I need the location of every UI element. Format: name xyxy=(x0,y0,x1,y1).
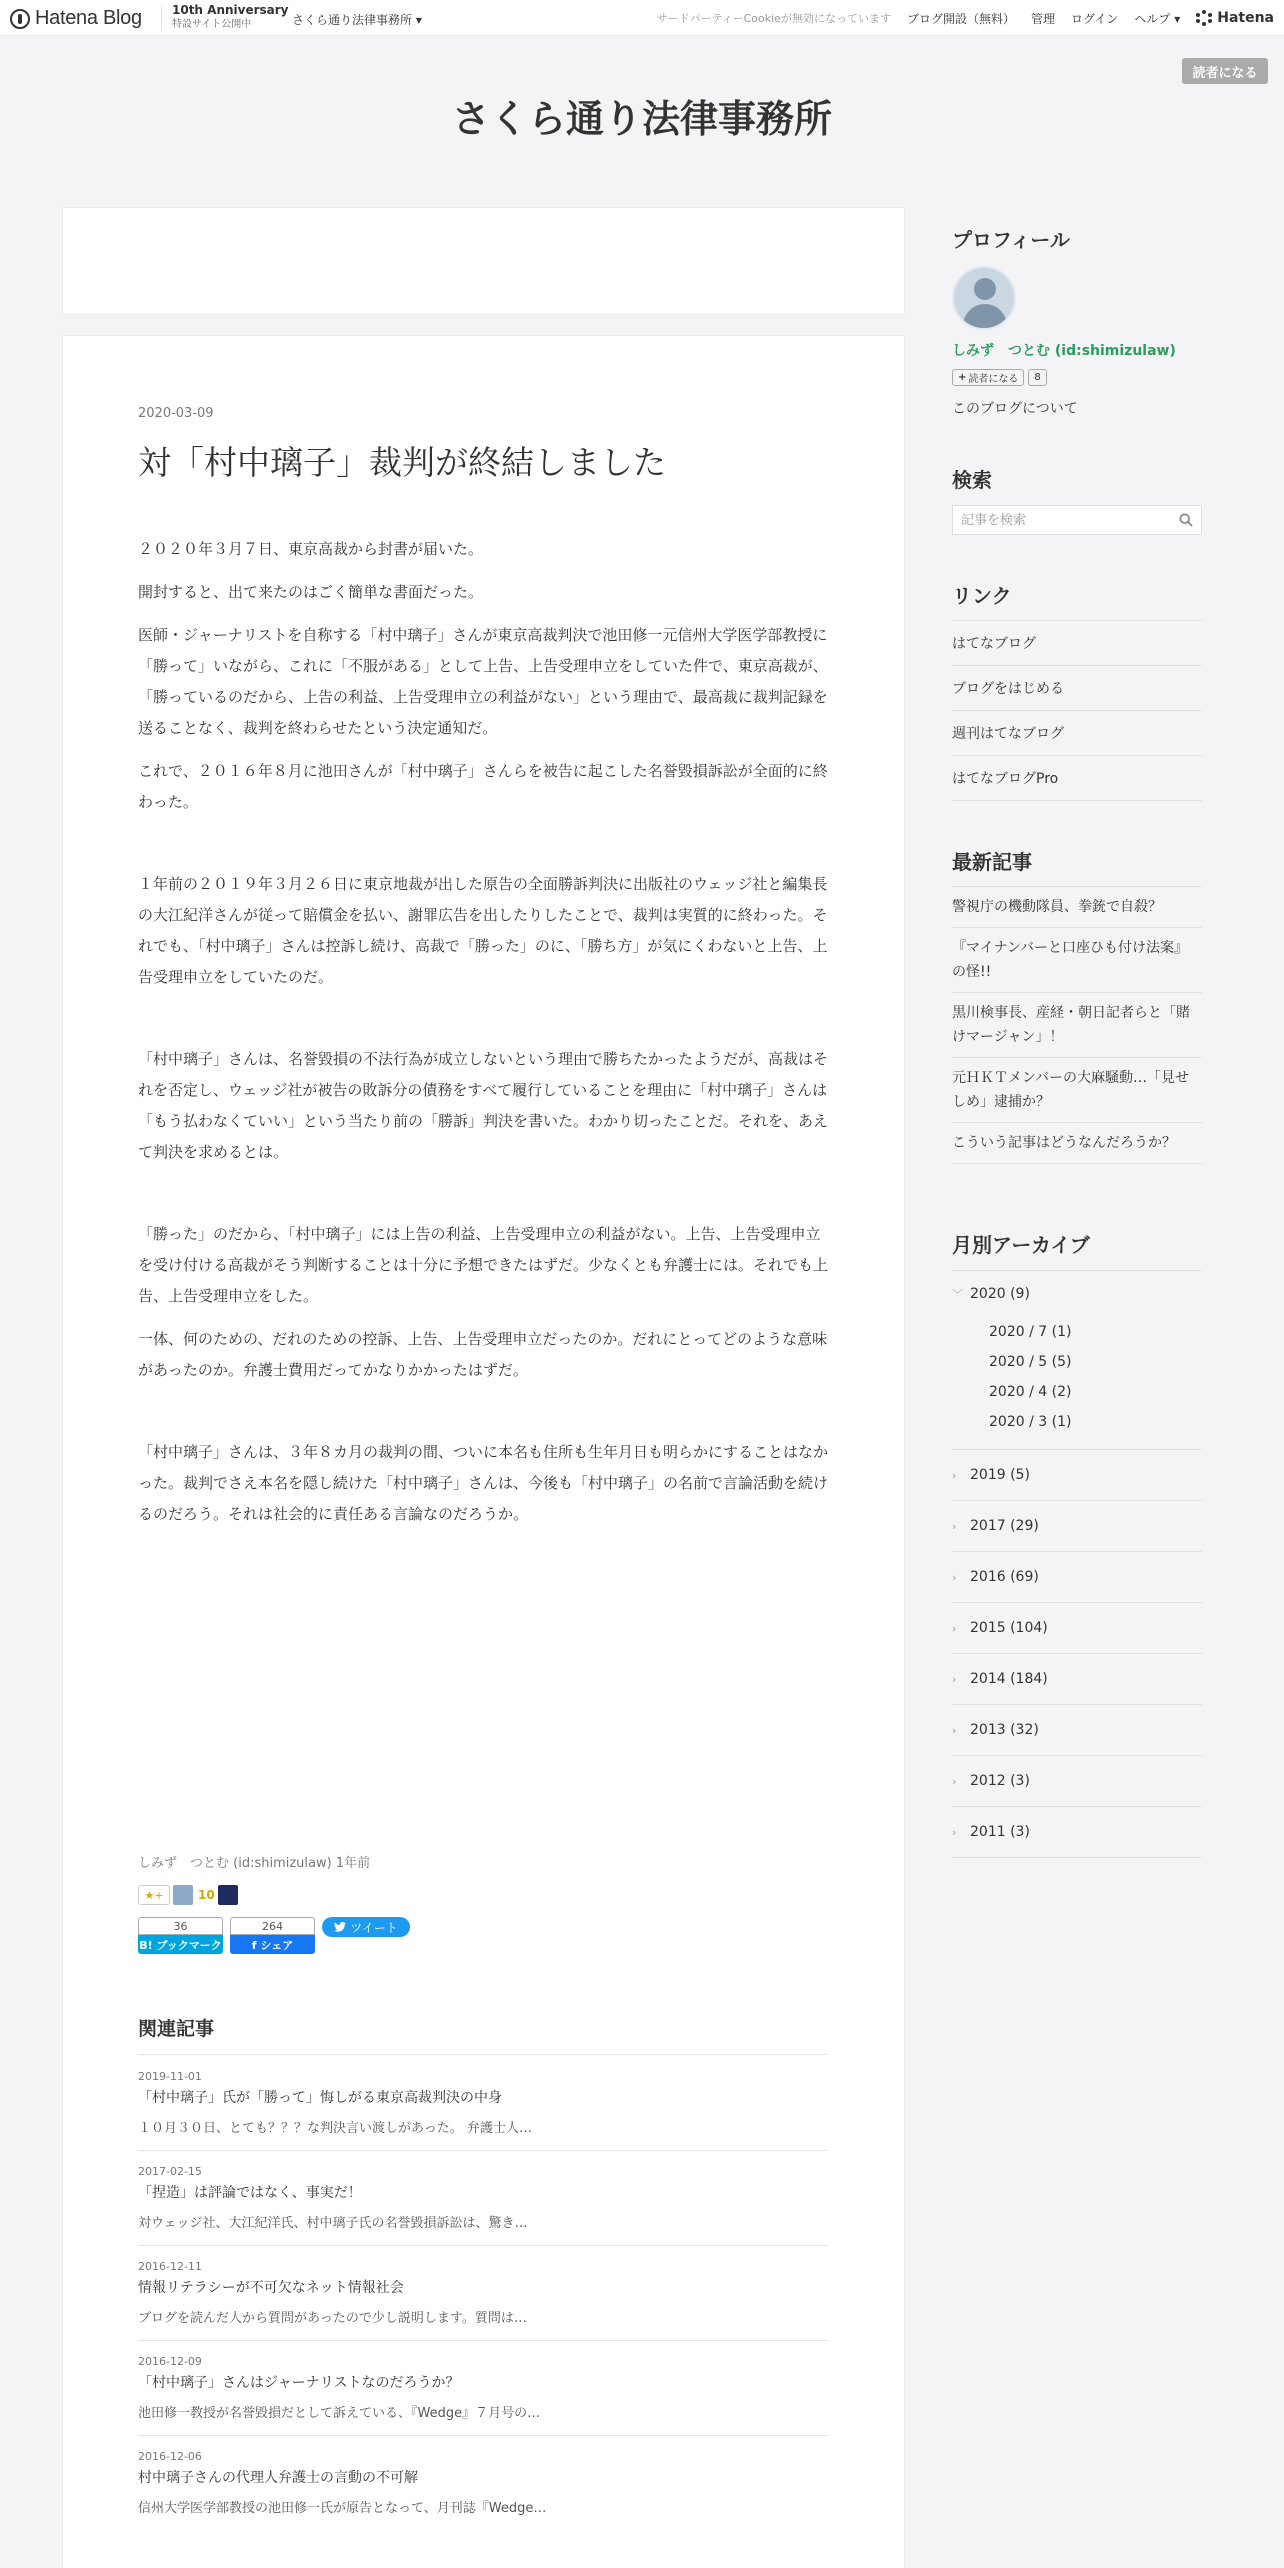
archive-year-label: 2016 (69) xyxy=(970,1569,1039,1585)
related-heading: 関連記事 xyxy=(138,2018,215,2040)
recent-entry[interactable]: こういう記事はどうなんだろうか？ xyxy=(952,1123,1202,1164)
plus-icon: + xyxy=(958,372,967,383)
nav-open-blog[interactable]: ブログ開設（無料） xyxy=(906,11,1015,26)
entry-body xyxy=(138,534,828,1542)
archive-year[interactable] xyxy=(952,1756,1202,1807)
share-buttons xyxy=(138,1917,410,1954)
chevron-right-icon[interactable]: › xyxy=(952,1672,957,1686)
related-title[interactable]: 「村中璃子」さんはジャーナリストなのだろうか？ xyxy=(138,2375,460,2391)
related-item[interactable] xyxy=(138,2246,828,2341)
related-list xyxy=(138,2056,828,2531)
related-title[interactable]: 村中璃子さんの代理人弁護士の言動の不可解 xyxy=(138,2470,418,2486)
archive-month[interactable]: 2020 / 4 (2) xyxy=(989,1384,1072,1400)
archive-month[interactable]: 2020 / 7 (1) xyxy=(989,1324,1072,1340)
star-user-avatar[interactable] xyxy=(218,1885,238,1905)
entry-paragraph: ２０２０年３月７日、東京高裁から封書が届いた。 xyxy=(138,540,484,558)
archive-year-label: 2020 (9) xyxy=(970,1286,1030,1302)
related-date: 2019-11-01 xyxy=(138,2070,202,2083)
bookmark-count: 36 xyxy=(138,1917,223,1935)
archive-year-label: 2011 (3) xyxy=(970,1824,1030,1840)
recent-list xyxy=(952,887,1202,1164)
hatena-logo-text: Hatena xyxy=(1217,10,1274,26)
search-form xyxy=(952,505,1202,535)
related-item[interactable] xyxy=(138,2341,828,2436)
archive-year[interactable] xyxy=(952,1450,1202,1501)
anniversary-title: 10th Anniversary xyxy=(172,3,289,17)
search-heading: 検索 xyxy=(952,468,992,492)
header-divider xyxy=(161,5,162,31)
related-date: 2016-12-09 xyxy=(138,2355,202,2368)
profile-avatar[interactable] xyxy=(952,266,1016,330)
star-row xyxy=(138,1885,238,1905)
share-count: 264 xyxy=(230,1917,315,1935)
sidebar-link[interactable]: 週刊はてなブログ xyxy=(952,711,1202,756)
entry-paragraph: これで、２０１６年８月に池田さんが「村中璃子」さんらを被告に起こした名誉毀損訴訟が全面的に終わった。 xyxy=(138,762,828,811)
star-user-avatar[interactable] xyxy=(173,1885,193,1905)
subscribe-button[interactable]: 読者になる xyxy=(1182,58,1268,84)
related-excerpt: 池田修一教授が名誉毀損だとして訴えている、『Wedge』７月号の… xyxy=(138,2406,541,2421)
entry-author-line[interactable]: しみず つとむ (id:shimizulaw) 1年前 xyxy=(138,1856,371,1871)
related-title[interactable]: 「捏造」は評論ではなく、事実だ！ xyxy=(138,2185,362,2201)
entry-paragraph: 医師・ジャーナリストを自称する「村中璃子」さんが東京高裁判決で池田修一元信州大学医学部教授に「勝って」いながら、これに「不服がある」として上告、上告受理申立をしていた件で、東京高裁が、「勝っているのだから、上告の利益、上告受理申立の利益がない」という理由で、最高裁に裁判記録を送ることなく、裁判を終わらせたという決定通知だ。 xyxy=(138,626,828,737)
archive-year-label: 2014 (184) xyxy=(970,1671,1048,1687)
archive-month[interactable]: 2020 / 5 (5) xyxy=(989,1354,1072,1370)
profile-subscribe-row xyxy=(952,369,1047,386)
chevron-right-icon[interactable]: › xyxy=(952,1774,957,1788)
recent-heading: 最新記事 xyxy=(952,850,1032,874)
recent-entry[interactable]: 元ＨＫＴメンバーの大麻騒動…「見せしめ」逮捕か？ xyxy=(952,1058,1202,1123)
add-star-button[interactable]: ★+ xyxy=(138,1885,170,1905)
entry-paragraph: 一体、何のための、だれのための控訴、上告、上告受理申立だったのか。だれにとってどのような意味があったのか。弁護士費用だってかなりかかったはずだ。 xyxy=(138,1330,828,1379)
links-heading: リンク xyxy=(952,584,1012,608)
tweet-button[interactable] xyxy=(322,1917,410,1937)
archive-year-2020[interactable] xyxy=(952,1271,1202,1317)
chevron-right-icon[interactable]: › xyxy=(952,1825,957,1839)
links-list xyxy=(952,621,1202,801)
related-item[interactable] xyxy=(138,2056,828,2151)
entry-paragraph: 「村中璃子」さんは、名誉毀損の不法行為が成立しないという理由で勝ちたかったようだが、高裁はそれを否定し、ウェッジ社が被告の敗訴分の債務をすべて履行していることを理由に「村中璃子」さんは「もう払わなくていい」という当たり前の「勝訴」判決を書いた。わかり切ったことだ。それを、あえて判決を求めるとは。 xyxy=(138,1050,829,1161)
anniversary-subtitle: 特設サイト公開中 xyxy=(172,19,252,30)
profile-subscribe-label: 読者になる xyxy=(968,374,1019,385)
entry-paragraph: 「村中璃子」さんは、３年８カ月の裁判の間、ついに本名も住所も生年月日も明らかにすることはなかった。裁判でさえ本名を隠し続けた「村中璃子」さんは、今後も「村中璃子」の名前で言論活動を続けるのだろう。それは社会的に責任ある言論なのだろうか。 xyxy=(138,1443,829,1523)
nav-admin[interactable]: 管理 xyxy=(1030,11,1055,26)
archive-year[interactable] xyxy=(952,1654,1202,1705)
hatena-blog-logo-text: Hatena Blog xyxy=(35,7,142,29)
sidebar-link[interactable]: はてなブログ xyxy=(952,621,1202,666)
blog-menu-dropdown[interactable]: さくら通り法律事務所 ▾ xyxy=(292,13,422,27)
anniversary-link[interactable] xyxy=(172,3,289,31)
related-title[interactable]: 「村中璃子」氏が「勝って」悔しがる東京高裁判決の中身 xyxy=(138,2090,502,2106)
about-blog-link[interactable]: このブログについて xyxy=(952,401,1078,417)
archive-year-expanded xyxy=(952,1271,1202,1450)
search-icon[interactable] xyxy=(1179,513,1193,527)
nav-help-dropdown[interactable]: ヘルプ ▾ xyxy=(1134,11,1181,26)
hatena-blog-logo[interactable] xyxy=(10,7,142,30)
archive-year-label: 2013 (32) xyxy=(970,1722,1039,1738)
tweet-label: ツイート xyxy=(350,1920,398,1935)
archive-month[interactable]: 2020 / 3 (1) xyxy=(989,1414,1072,1430)
global-header xyxy=(0,0,1284,36)
archive-year-label: 2019 (5) xyxy=(970,1467,1030,1483)
archive-heading: 月別アーカイブ xyxy=(952,1233,1090,1257)
facebook-share-button[interactable] xyxy=(230,1917,315,1954)
entry-paragraph: １年前の２０１９年３月２６日に東京地裁が出した原告の全面勝訴判決に出版社のウェッジ社と編集長の大江紀洋さんが従って賠償金を払い、謝罪広告を出したりしたことで、裁判は実質的に終わった。それでも、「村中璃子」さんは控訴し続け、高裁で「勝った」のに、「勝ち方」が気にくわないと上告、上告受理申立をしていたのだ。 xyxy=(138,875,828,986)
related-excerpt: ブログを読んだ人から質問があったので少し説明します。質問は… xyxy=(138,2311,527,2326)
archive-year[interactable] xyxy=(952,1807,1202,1858)
chevron-down-icon[interactable]: ﹀ xyxy=(952,1288,963,1301)
related-date: 2016-12-06 xyxy=(138,2450,202,2463)
subscriber-count: 8 xyxy=(1028,369,1046,386)
recent-entry[interactable]: 『マイナンバーと口座ひも付け法案』の怪!! xyxy=(952,928,1202,993)
related-excerpt: １０月３０日、とても？？？な判決言い渡しがあった。 弁護士人… xyxy=(138,2121,533,2136)
entry-title[interactable]: 対「村中璃子」裁判が終結しました xyxy=(138,443,666,482)
archive-year[interactable] xyxy=(952,1501,1202,1552)
related-excerpt: 信州大学医学部教授の池田修一氏が原告となって、月刊誌『Wedge… xyxy=(138,2501,547,2516)
cookie-notice: サードパーティーCookieが無効になっています xyxy=(656,12,891,25)
header-nav xyxy=(657,0,1274,36)
blog-title[interactable]: さくら通り法律事務所 xyxy=(451,97,832,141)
archive-year-label: 2012 (3) xyxy=(970,1773,1030,1789)
search-input[interactable] xyxy=(953,506,1163,534)
chevron-right-icon[interactable]: › xyxy=(952,1570,957,1584)
chevron-right-icon[interactable]: › xyxy=(952,1468,957,1482)
related-item[interactable] xyxy=(138,2436,828,2531)
archive-year[interactable] xyxy=(952,1552,1202,1603)
related-date: 2016-12-11 xyxy=(138,2260,202,2273)
entry-paragraph: 「勝った」のだから、「村中璃子」には上告の利益、上告受理申立の利益がない。上告、上告受理申立を受け付ける高裁がそう判断することは十分に予想できたはずだ。少なくとも弁護士には。それでも上告、上告受理申立をした。 xyxy=(138,1225,829,1305)
ad-area xyxy=(62,207,905,315)
entry-paragraph: 開封すると、出て来たのはごく簡単な書面だった。 xyxy=(138,583,484,601)
chevron-right-icon[interactable]: › xyxy=(952,1621,957,1635)
chevron-right-icon[interactable]: › xyxy=(952,1519,957,1533)
recent-entry[interactable]: 警視庁の機動隊員、拳銃で自殺？ xyxy=(952,887,1202,928)
related-excerpt: 対ウェッジ社、大江紀洋氏、村中璃子氏の名誉毀損訴訟は、驚き… xyxy=(138,2216,528,2231)
avatar-head-shape xyxy=(974,278,996,300)
sidebar-link[interactable]: ブログをはじめる xyxy=(952,666,1202,711)
star-count[interactable]: 10 xyxy=(198,1888,215,1902)
related-date: 2017-02-15 xyxy=(138,2165,202,2178)
archive-year-label: 2015 (104) xyxy=(970,1620,1048,1636)
hatena-logo[interactable] xyxy=(1196,10,1274,26)
bookmark-label: B! ブックマーク xyxy=(138,1935,223,1954)
hatena-bookmark-button[interactable] xyxy=(138,1917,223,1954)
profile-subscribe-button[interactable] xyxy=(952,369,1024,386)
recent-entry[interactable]: 黒川検事長、産経・朝日記者らと「賭けマージャン」！ xyxy=(952,993,1202,1058)
share-label: f シェア xyxy=(230,1935,315,1954)
archive-year[interactable] xyxy=(952,1603,1202,1654)
archive-year[interactable] xyxy=(952,1705,1202,1756)
hatena-dots-icon xyxy=(1196,10,1212,26)
related-item[interactable] xyxy=(138,2151,828,2246)
profile-name[interactable]: しみず つとむ (id:shimizulaw) xyxy=(952,343,1176,359)
hatena-blog-logo-icon xyxy=(10,9,30,29)
related-title[interactable]: 情報リテラシーが不可欠なネット情報社会 xyxy=(138,2280,404,2296)
twitter-bird-icon xyxy=(334,1922,346,1932)
related-divider xyxy=(138,2054,828,2055)
nav-login[interactable]: ログイン xyxy=(1070,11,1119,26)
archive-list xyxy=(952,1271,1202,1858)
sidebar-link[interactable]: はてなブログPro xyxy=(952,756,1202,801)
avatar-body-shape xyxy=(963,304,1007,330)
archive-year-label: 2017 (29) xyxy=(970,1518,1039,1534)
entry-date[interactable]: 2020-03-09 xyxy=(138,406,214,421)
chevron-right-icon[interactable]: › xyxy=(952,1723,957,1737)
profile-heading: プロフィール xyxy=(952,228,1070,252)
